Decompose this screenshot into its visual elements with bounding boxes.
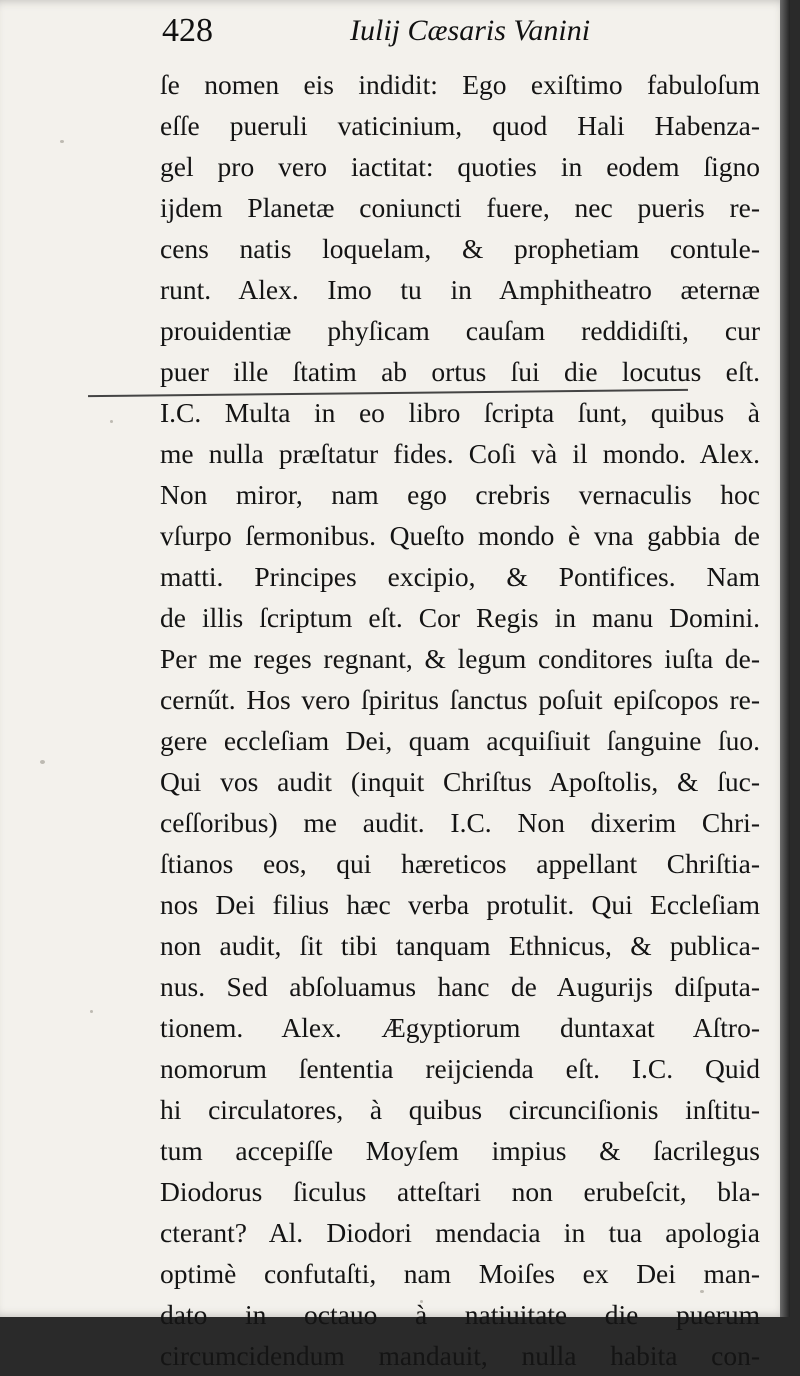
text-line: vſurpo ſermonibus. Queſto mondo è vna gabbia de [160,520,760,551]
text-line: gel pro vero iactitat: quoties in eodem ſigno [160,151,760,182]
text-line: Diodorus ſiculus atteſtari non erubeſcit, bla- [160,1176,760,1207]
text-line: I.C. Multa in eo libro ſcripta ſunt, quibus à [160,397,760,428]
text-line: Per me reges regnant, & legum conditores iuſta de- [160,643,760,674]
text-line: hi circulatores, à quibus circunciſionis inſtitu- [160,1094,760,1125]
text-line: runt. Alex. Imo tu in Amphitheatro æternæ [160,274,760,305]
text-line: Qui vos audit (inquit Chriſtus Apoſtolis, & ſuc- [160,766,760,797]
text-line: nomorum ſententia reijcienda eſt. I.C. Quid [160,1053,760,1084]
text-line: ceſſoribus) me audit. I.C. Non dixerim Chri- [160,807,760,838]
page-edge-shadow [780,0,790,1317]
text-line: cens natis loquelam, & prophetiam contule- [160,233,760,264]
text-line: matti. Principes excipio, & Pontifices. Nam [160,561,760,592]
text-line: tionem. Alex. Ægyptiorum duntaxat Aſtro- [160,1012,760,1043]
page-header [162,12,762,56]
text-line: dato in octauo à natiuitate die puerum [160,1299,760,1330]
page-number: 428 [162,12,213,49]
text-line: gere eccleſiam Dei, quam acquiſiuit ſanguine ſuo. [160,725,760,756]
text-line: de illis ſcriptum eſt. Cor Regis in manu Domini. [160,602,760,633]
text-line: non audit, ſit tibi tanquam Ethnicus, & publica- [160,930,760,961]
text-line: nos Dei filius hæc verba protulit. Qui Eccleſiam [160,889,760,920]
text-line: ſtianos eos, qui hæreticos appellant Chriſtia- [160,848,760,879]
text-line: cernűt. Hos vero ſpiritus ſanctus poſuit epiſcopos re- [160,684,760,715]
running-title: Iulij Cæsaris Vanini [350,14,591,47]
text-line: me nulla præſtatur fides. Coſi và il mondo. Alex. [160,438,760,469]
text-line: circumcidendum mandauit, nulla habita con- [160,1340,760,1371]
text-line: prouidentiæ phyſicam cauſam reddidiſti, cur [160,315,760,346]
body-text [160,64,760,1376]
text-line: ſe nomen eis indidit: Ego exiſtimo fabuloſum [160,69,760,100]
text-line: tum accepiſſe Moyſem impius & ſacrilegus [160,1135,760,1166]
text-line: Non miror, nam ego crebris vernaculis hoc [160,479,760,510]
text-line: puer ille ſtatim ab ortus ſui die locutus eſt. [160,356,760,387]
text-line: ijdem Planetæ coniuncti fuere, nec pueris re- [160,192,760,223]
text-line: eſſe pueruli vaticinium, quod Hali Habenza- [160,110,760,141]
text-line: cterant? Al. Diodori mendacia in tua apologia [160,1217,760,1248]
text-line: nus. Sed abſoluamus hanc de Augurijs diſputa- [160,971,760,1002]
text-line: optimè confutaſti, nam Moiſes ex Dei man- [160,1258,760,1289]
